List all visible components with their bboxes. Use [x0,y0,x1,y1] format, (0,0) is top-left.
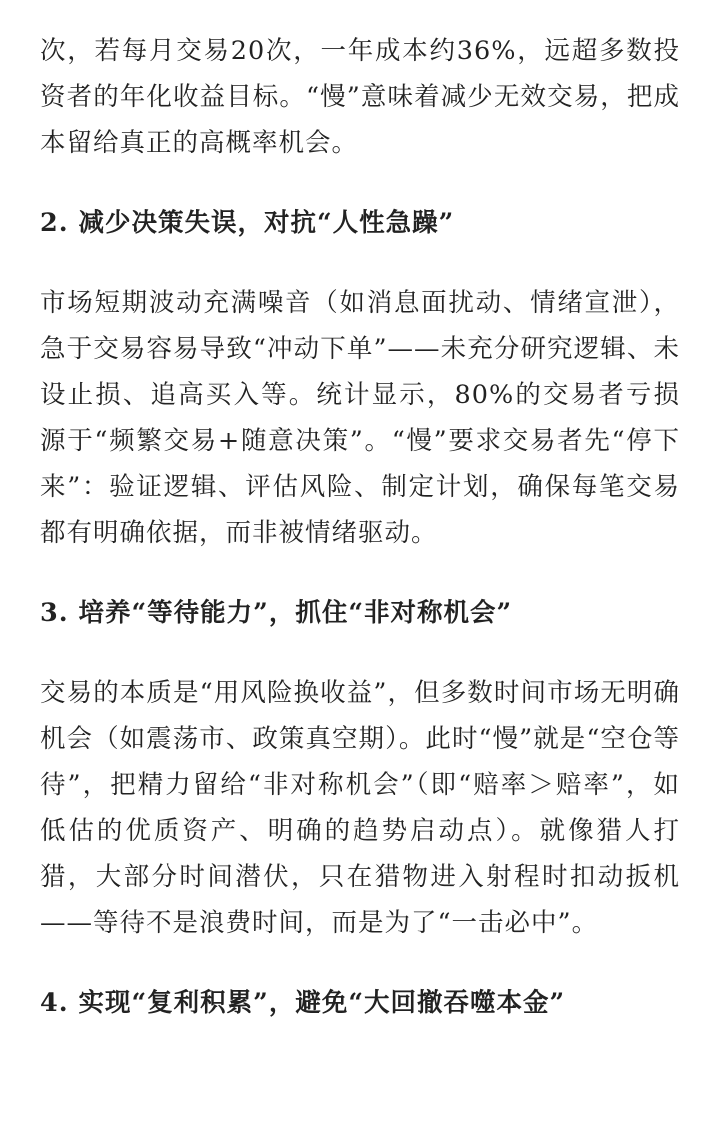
section-heading-2: 2. 减少决策失误，对抗“人性急躁” [40,208,455,238]
section-heading-4: 4. 实现“复利积累”，避免“大回撤吞噬本金” [40,988,566,1018]
paragraph-trading-cost: 次，若每月交易20次，一年成本约36%，远超多数投资者的年化收益目标。“慢”意味着减少无效交易，把成本留给真正的高概率机会。 [40,36,680,158]
section-heading-3: 3. 培养“等待能力”，抓住“非对称机会” [40,598,513,628]
paragraph-waiting-ability: 交易的本质是“用风险换收益”，但多数时间市场无明确机会（如震荡市、政策真空期）。此时“慢”就是“空仓等待”，把精力留给“非对称机会”（即“赔率＞赔率”，如低估的优质资产、明确的趋势启动点）。就像猎人打猎，大部分时间潜伏，只在猎物进入射程时扣动扳机——等待不是浪费时间，而是为了“一击必中”。 [40,678,680,938]
paragraph-decision-errors: 市场短期波动充满噪音（如消息面扰动、情绪宣泄），急于交易容易导致“冲动下单”——未充分研究逻辑、未设止损、追高买入等。统计显示，80%的交易者亏损源于“频繁交易+随意决策”。“慢”要求交易者先“停下来”：验证逻辑、评估风险、制定计划，确保每笔交易都有明确依据，而非被情绪驱动。 [40,288,680,548]
